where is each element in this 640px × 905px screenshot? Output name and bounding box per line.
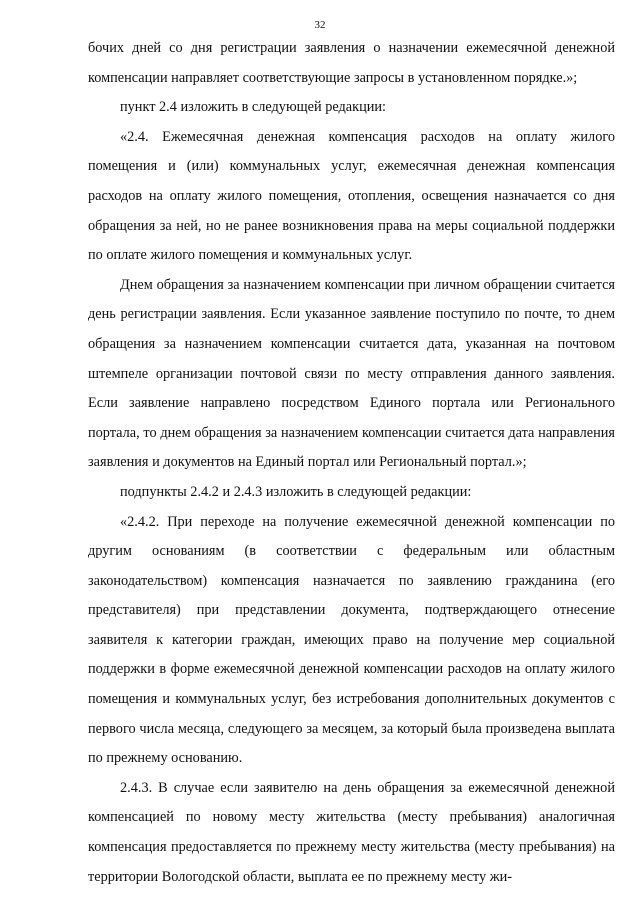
paragraph-clause-2-4-2: «2.4.2. При переходе на получение ежемесячной денежной компенсации по другим основаниям (в соответствии с федеральным или областным законодательством) компенсация назначается по заявлению гражданина (его представителя) при представлении документа, подтверждающего отнесение заявителя к категории граждан, имеющих право на получение мер социальной поддержки в форме ежемесячной денежной компенсации расходов на оплату жилого помещения и коммунальных услуг, без истребования дополнительных документов с первого числа месяца, следующего за месяцем, за который была произведена выплата по прежнему основанию. [88, 513, 615, 767]
paragraph-clause-2-4-intro: пункт 2.4 изложить в следующей редакции: [120, 99, 387, 116]
page-number: 32 [314, 19, 326, 31]
paragraph-clause-2-4: «2.4. Ежемесячная денежная компенсация расходов на оплату жилого помещения и (или) коммунальных услуг, ежемесячная денежная компенсация расходов на оплату жилого помещения, отопления, освещения назначается со дня обращения за ней, но не ранее возникновения права на меры социальной поддержки по оплате жилого помещения и коммунальных услуг. [88, 128, 615, 264]
paragraph-subclauses-intro: подпункты 2.4.2 и 2.4.3 изложить в следующей редакции: [120, 483, 472, 500]
paragraph-application-date: Днем обращения за назначением компенсации при личном обращении считается день регистрации заявления. Если указанное заявление поступило по почте, то днем обращения за назначением компенсации считается дата, указанная на почтовом штемпеле организации почтовой связи по месту отправления данного заявления. Если заявление направлено посредством Единого портала или Регионального портала, то днем обращения за назначением компенсации считается дата направления заявления и документов на Единый портал или Региональный портал.»; [88, 276, 615, 471]
document-body [88, 34, 615, 892]
paragraph-clause-2-4-3: 2.4.3. В случае если заявителю на день обращения за ежемесячной денежной компенсацией по новому месту жительства (месту пребывания) аналогичная компенсация предоставляется по прежнему месту жительства (месту пребывания) на территории Вологодской области, выплата ее по прежнему месту жи- [88, 779, 615, 885]
paragraph-continuation: бочих дней со дня регистрации заявления о назначении ежемесячной денежной компенсации направляет соответствующие запросы в установленном порядке.»; [88, 40, 615, 86]
